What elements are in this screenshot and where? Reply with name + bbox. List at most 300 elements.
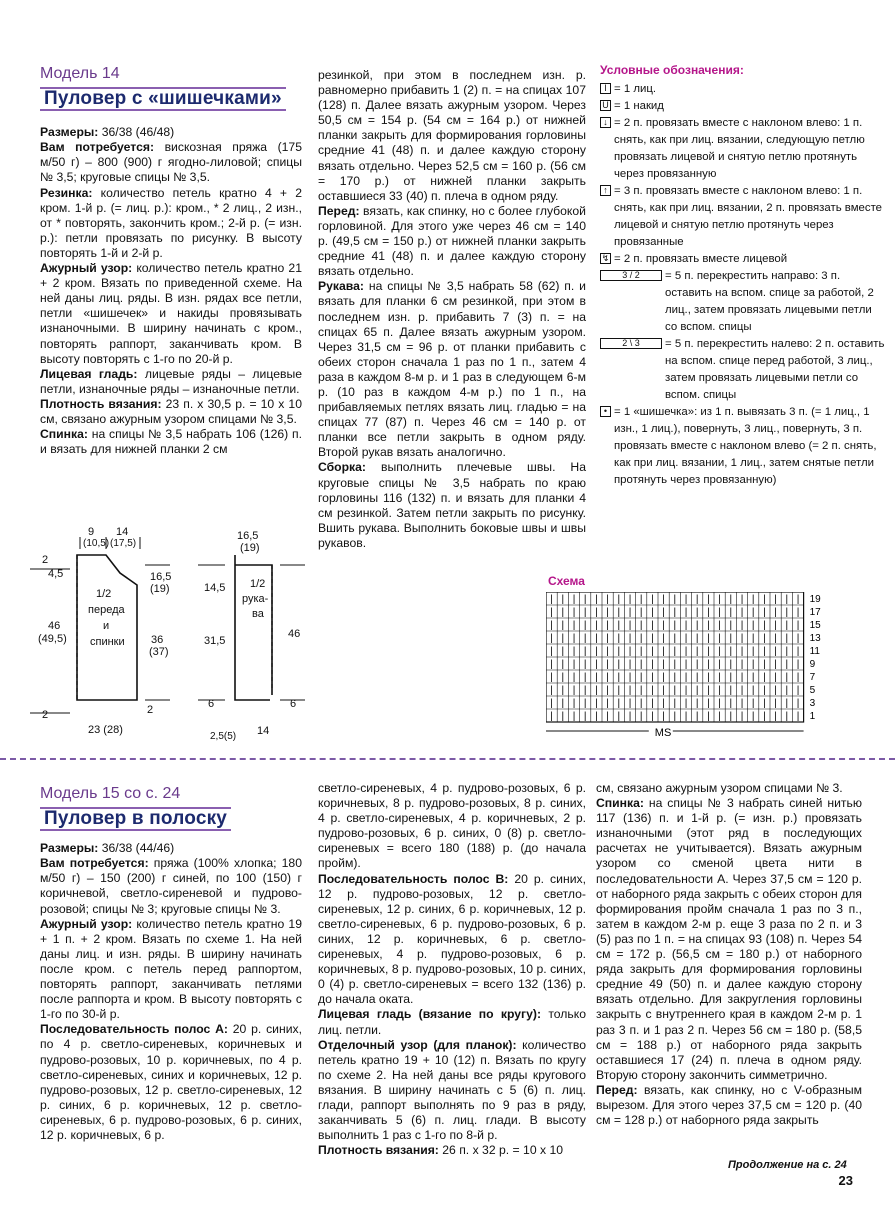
paragraph-text: количество петель кратно 4 + 2 кром. 1-й р. (= лиц. р.): кром., * 2 лиц., 2 изн., от * повторять, закончить кром.; 2-й р. (= изн. р.): петли провязать по рисунку. В высоту повторять 1-й и 2-й р. [40,185,302,260]
legend-item [600,81,885,98]
chart-cell: | [617,646,621,657]
chart-cell: | [550,620,553,631]
chart-cell: | [595,711,598,722]
chart-cell: | [617,633,621,644]
paragraph [40,125,302,140]
chart-cell: | [763,659,766,670]
instructions-text [318,68,586,551]
chart-cell: | [740,607,744,618]
chart-cell: | [628,698,632,709]
legend-title: Условные обозначения: [600,63,744,77]
paragraph [40,397,302,427]
paragraph-text: выполнить плечевые швы. На круговые спицы № 3,5 набрать по краю горловины 116 (132) п. и вязать для планки 4 см резинкой. Затем петли закрыть по рисунку. Вшить рукава. Выполнить боковые швы и швы рукавов. [318,460,586,550]
chart-cell: | [651,685,654,696]
chart-cell: | [695,672,699,683]
paragraph-heading: Плотность вязания: [318,1143,439,1158]
model15-col2 [318,781,586,1158]
repeat-label: MS [654,727,672,739]
paragraph [318,781,586,872]
chart-cell: | [785,620,789,631]
chart-cell: | [651,659,654,670]
chart-cell: | [628,685,632,696]
chart-cell: | [639,646,643,657]
chart-cell: | [572,607,576,618]
chart-cell: | [662,607,665,618]
chart-cell: | [595,685,598,696]
chart-cell: | [796,685,800,696]
chart-cell: | [550,698,553,709]
chart-cell: | [606,659,609,670]
paragraph [318,204,586,279]
chart-cell: | [583,659,587,670]
chart-cell: | [729,659,733,670]
chart-cell: | [707,646,710,657]
paragraph [318,872,586,1008]
chart-cell: | [583,672,587,683]
chart-cell: | [707,711,710,722]
paragraph-heading: Ажурный узор: [40,261,133,276]
chart-cell: | [639,607,643,618]
paragraph-text: на спицы № 3,5 набрать 106 (126) п. и вязать для нижней планки 2 см [40,427,302,457]
chart-cell: | [785,594,789,605]
paragraph-heading: Ажурный узор: [40,916,133,931]
chart-cell: | [583,698,587,709]
chart-cell: | [729,646,733,657]
legend-item [600,268,885,336]
paragraph-heading: Лицевая гладь: [40,366,138,381]
chart-cell: | [606,672,609,683]
paragraph-text: вязать, как спинку, но с более глубокой горловиной. Для этого уже через 46 см = 140 р. (49,5 см = 150 р.) от нижней планки закрыть средние 41 (48) п. и далее каждую сторону вязать отдельно. [318,203,586,279]
chart-cell: | [561,685,565,696]
chart-cell: | [583,607,587,618]
chart-cell: | [684,698,688,709]
chart-cell: | [595,646,598,657]
row-number: 11 [809,646,820,657]
chart-cell: | [550,685,553,696]
chart-cell: | [572,685,576,696]
paragraph-heading: Размеры: [40,841,99,856]
chart-cell: | [583,620,587,631]
chart-cell: | [718,711,721,722]
row-number: 7 [809,672,816,683]
chart-cell: | [583,633,587,644]
chart-cell: | [718,672,721,683]
chart-cell: | [684,633,688,644]
chart-cell: | [662,672,665,683]
paragraph-heading: Размеры: [40,125,99,140]
legend-item [600,115,885,183]
paragraph-text: только лиц. петли. [318,1007,586,1037]
dim-label: 2 [42,709,49,721]
paragraph-text: 20 р. синих, 12 р. пудрово-розовых, 12 р. светло-сиреневых, 12 р. синих, 6 р. коричневых, 12 р. светло-сиреневых, 6 р. пудрово-розовых, 6 р. синих, 12 р. коричневых, 6 р. светло-сиреневых, 4 р. пудрово-розовых, 6 р. коричневых, 8 р. пудрово-розовых, 10 р. синих, 0 (4) р. светло-сиреневых = всего 132 (136) р. до начала оката. [318,871,586,1007]
chart-cell: | [550,646,553,657]
chart-cell: | [774,672,777,683]
chart-cell: | [740,672,744,683]
legend-text: = 1 лиц. [614,83,657,95]
row-number: 9 [809,659,816,670]
paragraph [40,186,302,261]
piece-label: ва [252,608,264,620]
chart-cell: | [707,594,710,605]
piece-label: переда [88,604,125,616]
chart-cell: | [695,698,699,709]
paragraph-text: лицевые ряды – лицевые петли, изнаночные ряды – изнаночные петли. [40,366,302,396]
paragraph [318,279,586,460]
paragraph-heading: Перед: [596,1082,638,1097]
dim-label: 23 (28) [88,724,123,736]
chart-cell: | [729,711,733,722]
row-number: 17 [809,607,821,618]
chart-cell: | [595,659,598,670]
chart-cell: | [763,711,766,722]
legend-text: = 5 п. перекрестить направо: 3 п. оставить на вспом. спице за работой, 2 лиц., затем провязать лицевыми петли со вспом. спицы [665,270,874,333]
paragraph [318,1143,586,1158]
chart-cell: | [639,659,643,670]
legend-symbol-icon: ↯ [601,253,610,263]
chart-cell: | [774,698,777,709]
paragraph-heading: Вам потребуется: [40,856,149,871]
chart-cell: | [651,594,654,605]
dim-label: 46 [288,628,301,640]
chart-cell: | [639,672,643,683]
chart-cell: | [673,659,677,670]
chart-cell: | [572,672,576,683]
chart-cell: | [796,711,800,722]
chart-cell: | [718,698,721,709]
legend-item [600,98,885,115]
chart-cell: | [763,646,766,657]
chart-cell: | [763,620,766,631]
paragraph-heading: Сборка: [318,460,366,475]
paragraph-text: 26 п. х 32 р. = 10 х 10 [438,1143,564,1158]
legend-text: = 1 «шишечка»: из 1 п. вывязать 3 п. (= 1 лиц., 1 изн., 1 лиц.), повернуть, 3 лиц., повернуть, 3 п. провязать вместе с наклоном влево (= 2 п. снять, как при лиц. вязании, 1 лиц., затем снятые петли протянуть через провязанную) [614,406,877,486]
paragraph-heading: Отделочный узор (для планок): [318,1037,517,1052]
legend-symbol-icon: ↑ [600,185,611,196]
chart-cell: | [707,620,710,631]
dim-label: (19) [150,583,170,595]
chart-cell: | [561,711,565,722]
paragraph-text: см, связано ажурным узором спицами № 3. [596,781,843,795]
chart-cell: | [617,672,621,683]
chart-cell: | [695,646,699,657]
model-header: Модель 14 [40,65,120,82]
dim-label: (10,5) [83,538,110,549]
chart-cell: | [774,659,777,670]
chart-cell: | [751,672,755,683]
chart-cell: | [684,646,688,657]
chart-cell: | [695,711,699,722]
legend-text: = 3 п. провязать вместе с наклоном влево: 1 п. снять, как при лиц. вязании, 2 п. провязать вместе лицевой и снятую петлю протянуть через провязанные [614,185,882,248]
chart-cell: | [718,685,721,696]
continued-note: Продолжение на с. 24 [728,1159,847,1171]
row-number: 13 [809,633,821,644]
chart-cell: | [550,711,553,722]
chart-cell: | [684,672,688,683]
knitting-chart [546,592,858,748]
paragraph-text: 23 п. х 30,5 р. = 10 х 10 см, связано ажурным узором спицами № 3,5. [40,396,302,426]
chart-cell: | [572,646,576,657]
chart-cell: | [639,633,643,644]
chart-cell: | [606,633,609,644]
page-number: 23 [838,1172,853,1188]
chart-cell: | [617,620,621,631]
paragraph-heading: Рукава: [318,279,364,294]
chart-cell: | [785,659,789,670]
chart-cell: | [684,607,688,618]
chart-cell: | [617,659,621,670]
legend-text: = 2 п. провязать вместе лицевой [614,253,788,265]
paragraph-text: светло-сиреневых, 4 р. пудрово-розовых, 6 р. коричневых, 8 р. пудрово-розовых, 8 р. синих, 4 р. светло-сиреневых, 4 р. коричневых, 2 р. пудрово-розовых, 6 р. синих, 0 (8) р. светло-сиреневых = всего 180 (188) р. (до начала пройм). [318,781,586,871]
chart-cell: | [740,646,744,657]
paragraph-heading: Перед: [318,203,360,218]
dim-label: (19) [240,542,260,554]
model15-col3 [596,781,862,1128]
model14-col2 [318,68,586,551]
dim-label: 2 [42,554,49,566]
legend-text: = 1 накид [614,100,664,112]
dim-label: 36 [151,634,164,646]
article-title: Пуловер с «шишечками» [40,87,286,111]
chart-cell: | [751,620,755,631]
chart-cell: | [662,698,665,709]
chart-cell: | [662,620,665,631]
dim-label: 6 [208,698,215,710]
paragraph [40,917,302,1023]
legend-item [600,183,885,251]
chart-cell: | [695,633,699,644]
instructions-text [40,841,302,1143]
chart-cell: | [606,607,609,618]
chart-cell: | [751,685,755,696]
chart-cell: | [617,685,621,696]
chart-cell: | [740,633,744,644]
paragraph [40,427,302,457]
chart-cell: | [561,698,565,709]
model14-col1 [40,66,302,457]
chart-cell: | [651,646,654,657]
chart-cell: | [751,633,755,644]
chart-cell: | [796,646,800,657]
chart-cell: | [673,646,677,657]
chart-cell: | [796,594,800,605]
pattern-schematic [30,525,320,750]
chart-cell: | [785,698,789,709]
chart-cell: | [707,698,710,709]
chart-cell: | [740,698,744,709]
chart-cell: | [774,711,777,722]
legend-symbol-icon: • [600,406,611,417]
paragraph-text: на спицы № 3,5 набрать 58 (62) п. и вязать для планки 6 см резинкой, при этом в последнем изн. р. прибавить 7 (3) п. = на спицах 65 п. Далее вязать ажурным узором. Через 31,5 см = 96 р. от планки прибавить с обеих сторон сначала 1 раз по 1 п., затем 4 раза в каждом 8-м р. и 1 раз в следующем 6-м р. (10 раз в каждом 4-м р.) по 1 п., на прибавляемых петлях вязать лиц. гладью = на спицах 77 (87) п. Через 46 см = 140 р. от планки все петли закрыть в одном ряду. Второй рукав вязать аналогично. [318,279,586,460]
chart-cell: | [796,672,800,683]
piece-label: спинки [90,636,125,648]
chart-cell: | [684,659,688,670]
chart-cell: | [662,594,665,605]
chart-cell: | [684,594,688,605]
paragraph-heading: Последовательность полос А: [40,1022,228,1037]
chart-cell: | [572,659,576,670]
piece-label: 1/2 [96,588,112,600]
dim-label: 2 [147,704,154,716]
chart-cell: | [639,685,643,696]
legend-symbol-icon: I [600,83,611,94]
paragraph-text: на спицы № 3 набрать синей нитью 117 (136) п. и 1-й р. (= изн. р.) провязать изнаночными (этот ряд в последующих расчетах не учитывается). Вязать ажурным узором со сменой цвета нити в последовательности А. Через 37,5 см = 120 р. от наборного ряда закрыть с обеих сторон для формирования пройм сначала 1 раз по 3 п., затем в каждом 2-м р. еще 3 раза по 2 п. и 3 (5) раз по 1 п. = на спицах 93 (108) п. Через 54 см = 172 р. (56,5 см = 180 р.) от наборного ряда закрыть для формирования горловины средние 49 (50) п. и далее каждую сторону вязать отдельно. Для закругления горловины закрыть с внутреннего края в каждом 2-м р. 1 раз 3 п. и 1 раз 2 п. Через 56 см = 180 р. (58,5 см = 188 р.) от наборного ряда закрыть оставшиеся 17 (24) п. плеча в одном ряду. Вторую сторону закончить симметрично. [596,796,862,1082]
chart-cell: | [606,620,609,631]
chart-cell: | [662,685,665,696]
chart-cell: | [673,633,677,644]
paragraph-text: количество петель кратно 19 + 10 (12) п. Вязать по кругу по схеме 2. На ней даны все ряды кругового вязания. В ширину начинать с 5 (6) п. лиц. глади, раппорт выполнять по 9 раз в ряду, заканчивать 5 (6) п. лиц. глади. В высоту выполнить 1 раз с 1-го по 8-й р. [318,1037,586,1143]
paragraph-text: 20 р. синих, по 4 р. светло-сиреневых, коричневых и пудрово-розовых, 10 р. коричневых, по 4 р. светло-сиреневых, синих и коричневых, 12 р. пудрово-розовых, 12 р. светло-сиреневых, 12 р. синих, 6 р. коричневых, 12 р. светло-сиреневых, 6 р. пудрово-розовых, 6 р. синих, 12 р. коричневых, 6 р. [40,1022,302,1142]
instructions-text [596,781,862,1128]
paragraph-text: резинкой, при этом в последнем изн. р. равномерно прибавить 1 (2) п. = на спицах 107 (128) п. Далее вязать ажурным узором. Через 50,5 см = 154 р. (54 см = 164 р.) от нижней планки закрыть для формирования горловины средние 41 (48) п. и далее каждую сторону вязать отдельно. Через 52,5 см = 160 р. (56 см = 170 р.) от нижней планки закрыть оставшиеся 33 (40) п. плеча в одном ряду. [318,68,586,203]
chart-cell: | [561,594,565,605]
chart-cell: | [751,646,755,657]
chart-cell: | [718,607,721,618]
chart-cell: | [695,620,699,631]
chart-cell: | [583,685,587,696]
chart-cell: | [639,620,643,631]
legend-list [600,81,885,489]
chart-cell: | [729,594,733,605]
chart-cell: | [561,672,565,683]
chart-cell: | [561,620,565,631]
chart-cell: | [617,698,621,709]
chart-cell: | [684,711,688,722]
chart-cell: | [718,646,721,657]
chart-cell: | [628,620,632,631]
chart-cell: | [595,607,598,618]
chart-cell: | [662,633,665,644]
chart-cell: | [583,711,587,722]
chart-cell: | [785,646,789,657]
chart-cell: | [740,659,744,670]
chart-cell: | [673,620,677,631]
chart-cell: | [729,685,733,696]
paragraph-heading: Лицевая гладь (вязание по кругу): [318,1007,542,1022]
chart-cell: | [796,607,800,618]
chart-cell: | [595,672,598,683]
chart-cell: | [583,594,587,605]
chart-cell: | [707,633,710,644]
chart-cell: | [662,711,665,722]
chart-cell: | [729,698,733,709]
chart-cell: | [628,711,632,722]
chart-cell: | [673,698,677,709]
chart-cell: | [751,594,755,605]
chart-cell: | [550,672,553,683]
chart-cell: | [796,698,800,709]
dim-label: 14 [257,725,270,737]
paragraph-heading: Спинка: [596,796,644,811]
dim-label: 16,5 [150,571,172,583]
dim-label: 14,5 [204,582,226,594]
scheme-label: Схема [548,574,585,588]
chart-cell: | [774,633,777,644]
dim-label: 4,5 [48,568,64,580]
chart-cell: | [606,594,609,605]
chart-cell: | [673,711,677,722]
article-title: Пуловер в полоску [40,807,231,831]
chart-cell: | [606,685,609,696]
paragraph-text: вискозная пряжа (175 м/50 г) – 800 (900) г ягодно-лиловой; спицы № 3,5; круговые спицы № 3,5. [40,140,302,185]
chart-cell: | [628,646,632,657]
dim-label: (49,5) [38,633,67,645]
dim-label: 9 [88,526,95,538]
chart-cell: | [617,607,621,618]
chart-cell: | [651,607,654,618]
chart-cell: | [639,594,643,605]
chart-cell: | [550,607,553,618]
chart-cell: | [673,594,677,605]
paragraph [40,261,302,367]
legend-symbol-icon: 3 / 2 [600,270,662,281]
chart-cell: | [740,685,744,696]
chart-cell: | [651,620,654,631]
chart-cell: | [561,646,565,657]
chart-cell: | [639,711,643,722]
piece-label: и [103,620,110,632]
dim-label: 2,5(5) [210,731,237,742]
paragraph-text: 36/38 (46/48) [98,125,175,140]
legend-text: = 2 п. провязать вместе с наклоном влево: 1 п. снять, как при лиц. вязании, следующую петлю провязать лицевой и снятую петлю протянуть через провязанную [614,117,865,180]
chart-cell: | [729,672,733,683]
dim-label: (37) [149,646,169,658]
paragraph-heading: Плотность вязания: [40,396,162,411]
paragraph [40,856,302,916]
chart-cell: | [729,607,733,618]
chart-cell: | [763,633,766,644]
chart-cell: | [774,620,777,631]
chart-cell: | [763,672,766,683]
chart-cell: | [774,646,777,657]
dim-label: 31,5 [204,635,226,647]
piece-label: 1/2 [250,578,266,590]
legend-symbol-icon: 2 \ 3 [600,338,662,349]
paragraph [318,460,586,551]
chart-cell: | [639,698,643,709]
chart-cell: | [617,594,621,605]
chart-cell: | [695,659,699,670]
instructions-text [318,781,586,1158]
chart-cell: | [763,594,766,605]
chart-cell: | [751,659,755,670]
model15-col1 [40,786,302,1143]
chart-cell: | [774,685,777,696]
chart-cell: | [673,607,677,618]
legend-item [600,336,885,404]
row-number: 15 [809,620,821,631]
chart-cell: | [718,594,721,605]
chart-cell: | [673,685,677,696]
chart-cell: | [729,620,733,631]
paragraph-heading: Спинка: [40,427,88,442]
paragraph-text: пряжа (100% хлопка; 180 м/50 г) – 150 (200) г синей, по 100 (150) г коричневой, светло-сиреневой и пудрово-розовой; спицы № 3; круговые спицы № 3. [40,856,302,916]
dim-label: 46 [48,620,61,632]
chart-cell: | [740,620,744,631]
chart-cell: | [695,685,699,696]
chart-cell: | [606,698,609,709]
chart-cell: | [763,607,766,618]
chart-cell: | [763,698,766,709]
paragraph [40,1022,302,1143]
row-number: 5 [809,685,816,696]
chart-cell: | [550,659,553,670]
chart-cell: | [751,698,755,709]
dim-label: 14 [116,526,129,538]
legend-text: = 5 п. перекрестить налево: 2 п. оставить на вспом. спице перед работой, 3 лиц., затем провязать лицевыми петли со вспом. спицы [665,338,885,401]
chart-cell: | [651,711,654,722]
paragraph-heading: Резинка: [40,185,93,200]
paragraph [596,781,862,796]
